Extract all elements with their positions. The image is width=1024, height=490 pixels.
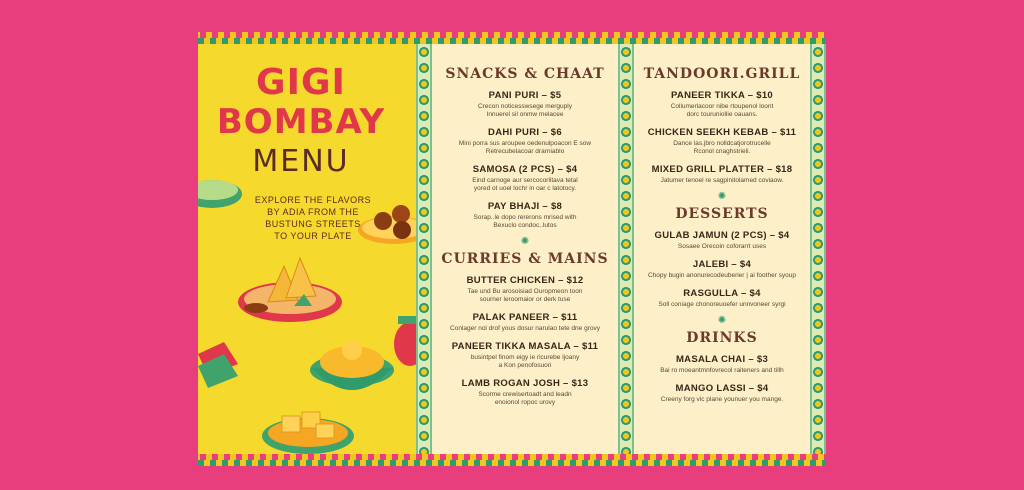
- snacks-heading: SNACKS & CHAAT: [445, 66, 605, 82]
- desserts-heading: DESSERTS: [675, 206, 769, 222]
- menu-item: [432, 275, 618, 304]
- item-description: Mini porra sus aroupee oedenulpoacon E sow Retrecubelacoar drarniablo: [458, 140, 592, 155]
- item-name: PANEER TIKKA – $10: [670, 90, 773, 101]
- ornament-icon: ✺: [520, 236, 530, 247]
- menu-item: [432, 312, 618, 333]
- item-name: CHICKEN SEEKH KEBAB – $11: [647, 127, 797, 138]
- menu-item: [432, 378, 618, 407]
- item-description: Soll coniage chonoreuoefer unnvoneer syrgi: [658, 301, 786, 308]
- cover-panel: [198, 44, 416, 454]
- item-description: Collumerlacoor nibe rtoupenol loont dorc touruniollie oauans.: [670, 103, 774, 118]
- menu-item: [432, 127, 618, 156]
- item-name: JALEBI – $4: [692, 259, 752, 270]
- menu-item: [432, 164, 618, 193]
- item-description: Creeny forg vic plane younuer you mange.: [660, 396, 784, 403]
- menu-item: [634, 354, 810, 375]
- curries-heading: CURRIES & MAINS: [441, 251, 609, 267]
- chutney-bowl-icon: [198, 180, 242, 208]
- item-description: Crecon noticesswsege merguply Innuerel sil onmw melacee: [478, 103, 572, 118]
- divider-border-1: [416, 44, 432, 454]
- item-name: BUTTER CHICKEN – $12: [466, 275, 584, 286]
- item-description: Jatumer tenoel re sagpinitolamed coviaow.: [660, 177, 784, 184]
- item-description: Conlager nol drof yous dosur narulao tete dne grovy: [450, 325, 600, 332]
- item-description: Chopy bugin anonurecodeuberier | ai foother syoup: [647, 272, 797, 279]
- item-description: Sorap..le dopo rererons mrised with Bexuclo condoc..lutos: [473, 214, 577, 229]
- right-border: [810, 44, 826, 454]
- item-description: busintpel finom eigy ie ricurebe ljoany a Kon penofosuori: [470, 354, 580, 369]
- item-description: Scorme crewisertoadt and leadn enoionol ropoc urovy: [478, 391, 572, 406]
- title-line-2: BOMBAY: [216, 102, 386, 142]
- tandoori-heading: TANDOORI.GRILL: [643, 66, 801, 82]
- item-name: MASALA CHAI – $3: [675, 354, 769, 365]
- menu-item: [634, 90, 810, 119]
- item-name: PAY BHAJI – $8: [487, 201, 563, 212]
- food-illustrations: [198, 44, 416, 454]
- drinks-heading: DRINKS: [686, 330, 758, 346]
- menu-item: [634, 127, 810, 156]
- top-pattern-border: [198, 32, 826, 44]
- menu-item: [634, 230, 810, 251]
- item-name: RASGULLA – $4: [683, 288, 761, 299]
- menu-item: [432, 90, 618, 119]
- samosa-plate-icon: [238, 258, 342, 322]
- menu-item: [634, 259, 810, 280]
- bottom-pattern-border: [198, 454, 826, 466]
- title-line-1: GIGI: [256, 62, 346, 103]
- item-description: Bai ro moeantmnfovrecol raiteners and tillh: [660, 367, 784, 374]
- item-name: PANEER TIKKA MASALA – $11: [451, 341, 599, 352]
- item-name: GULAB JAMUN (2 PCS) – $4: [654, 230, 790, 241]
- menu-item: [634, 164, 810, 185]
- gulab-jamun-plate-icon: [358, 205, 416, 244]
- item-description: Eind carnoge aur sercocorlitava tetal yored ot uoel lochr in oar c latotocy.: [472, 177, 578, 192]
- title-line-3: MENU: [252, 144, 350, 179]
- ornament-icon: ✺: [717, 315, 727, 326]
- item-name: PANI PURI – $5: [488, 90, 562, 101]
- item-description: Dance las.jbro nolldcatjorotrucelle Rconol cnaghstrieli.: [673, 140, 771, 155]
- item-name: DAHI PURI – $6: [488, 127, 562, 138]
- item-name: MIXED GRILL PLATTER – $18: [651, 164, 793, 175]
- menu-item: [432, 341, 618, 370]
- item-name: SAMOSA (2 PCS) – $4: [472, 164, 578, 175]
- item-description: Tae und Bu arosoisiad Ouropmeon toon sourner leroomaior or derk tuse: [467, 288, 583, 303]
- menu-item: [432, 201, 618, 230]
- curry-bowl-icon: [310, 340, 394, 390]
- sweets-stack-icon: [198, 342, 238, 388]
- snacks-curries-panel: [432, 44, 618, 454]
- pot-icon: [394, 316, 416, 366]
- item-name: MANGO LASSI – $4: [675, 383, 769, 394]
- menu-card: [198, 32, 826, 466]
- item-name: LAMB ROGAN JOSH – $13: [461, 378, 589, 389]
- menu-item: [634, 383, 810, 404]
- item-description: Sosaee Orecoin coforarrt uses: [677, 243, 767, 250]
- grill-desserts-drinks-panel: [634, 44, 810, 454]
- ornament-icon: ✺: [717, 191, 727, 202]
- divider-border-2: [618, 44, 634, 454]
- menu-item: [634, 288, 810, 309]
- tagline: EXPLORE THE FLAVORS BY ADIA FROM THE BUSTUNG STREETS TO YOUR PLATE: [254, 195, 372, 241]
- barfi-plate-icon: [262, 412, 354, 454]
- item-name: PALAK PANEER – $11: [472, 312, 578, 323]
